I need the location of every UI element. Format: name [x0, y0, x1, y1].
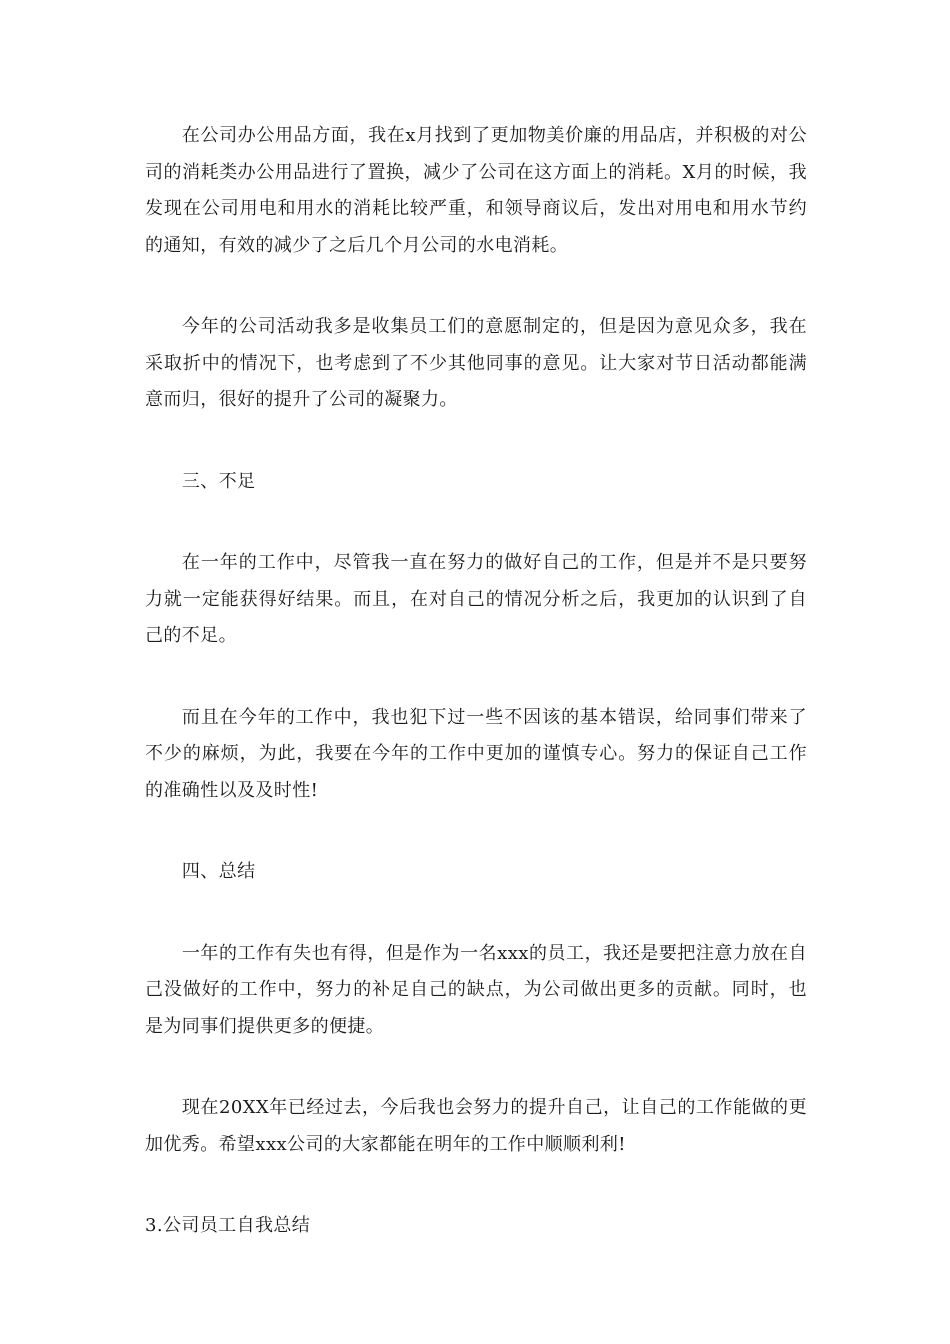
heading-shortcomings: 三、不足	[181, 470, 256, 492]
document-body	[145, 118, 807, 1245]
paragraph-summary-1: 一年的工作有失也有得，但是作为一名xxx的员工，我还是要把注意力放在自己没做好的工作中，努力的补足自己的缺点，为公司做出更多的贡献。同时，也是为同事们提供更多的便捷。	[145, 942, 807, 1037]
heading-summary: 四、总结	[181, 861, 256, 882]
paragraph-company-activities: 今年的公司活动我多是收集员工们的意愿制定的，但是因为意见众多，我在采取折中的情况下，也考虑到了不少其他同事的意见。让大家对节日活动都能满意而归，很好的提升了公司的凝聚力。	[145, 316, 807, 410]
paragraph-shortcomings-2: 而且在今年的工作中，我也犯下过一些不因该的基本错误，给同事们带来了不少的麻烦，为此，我要在今年的工作中更加的谨慎专心。努力的保证自己工作的准确性以及及时性!	[145, 706, 807, 801]
paragraph-summary-2: 现在20XX年已经过去，今后我也会努力的提升自己，让自己的工作能做的更加优秀。希望xxx公司的大家都能在明年的工作中顺顺利利!	[145, 1097, 807, 1155]
section-title-employee-self-summary: 3.公司员工自我总结	[145, 1215, 311, 1236]
paragraph-office-supplies: 在公司办公用品方面，我在x月找到了更加物美价廉的用品店，并积极的对公司的消耗类办公用品进行了置换，减少了公司在这方面上的消耗。X月的时候，我发现在公司用电和用水的消耗比较严重，和领导商议后，发出对用电和用水节约的通知，有效的减少了之后几个月公司的水电消耗。	[145, 125, 807, 256]
paragraph-shortcomings-1: 在一年的工作中，尽管我一直在努力的做好自己的工作，但是并不是只要努力就一定能获得好结果。而且，在对自己的情况分析之后，我更加的认识到了自己的不足。	[145, 552, 807, 646]
